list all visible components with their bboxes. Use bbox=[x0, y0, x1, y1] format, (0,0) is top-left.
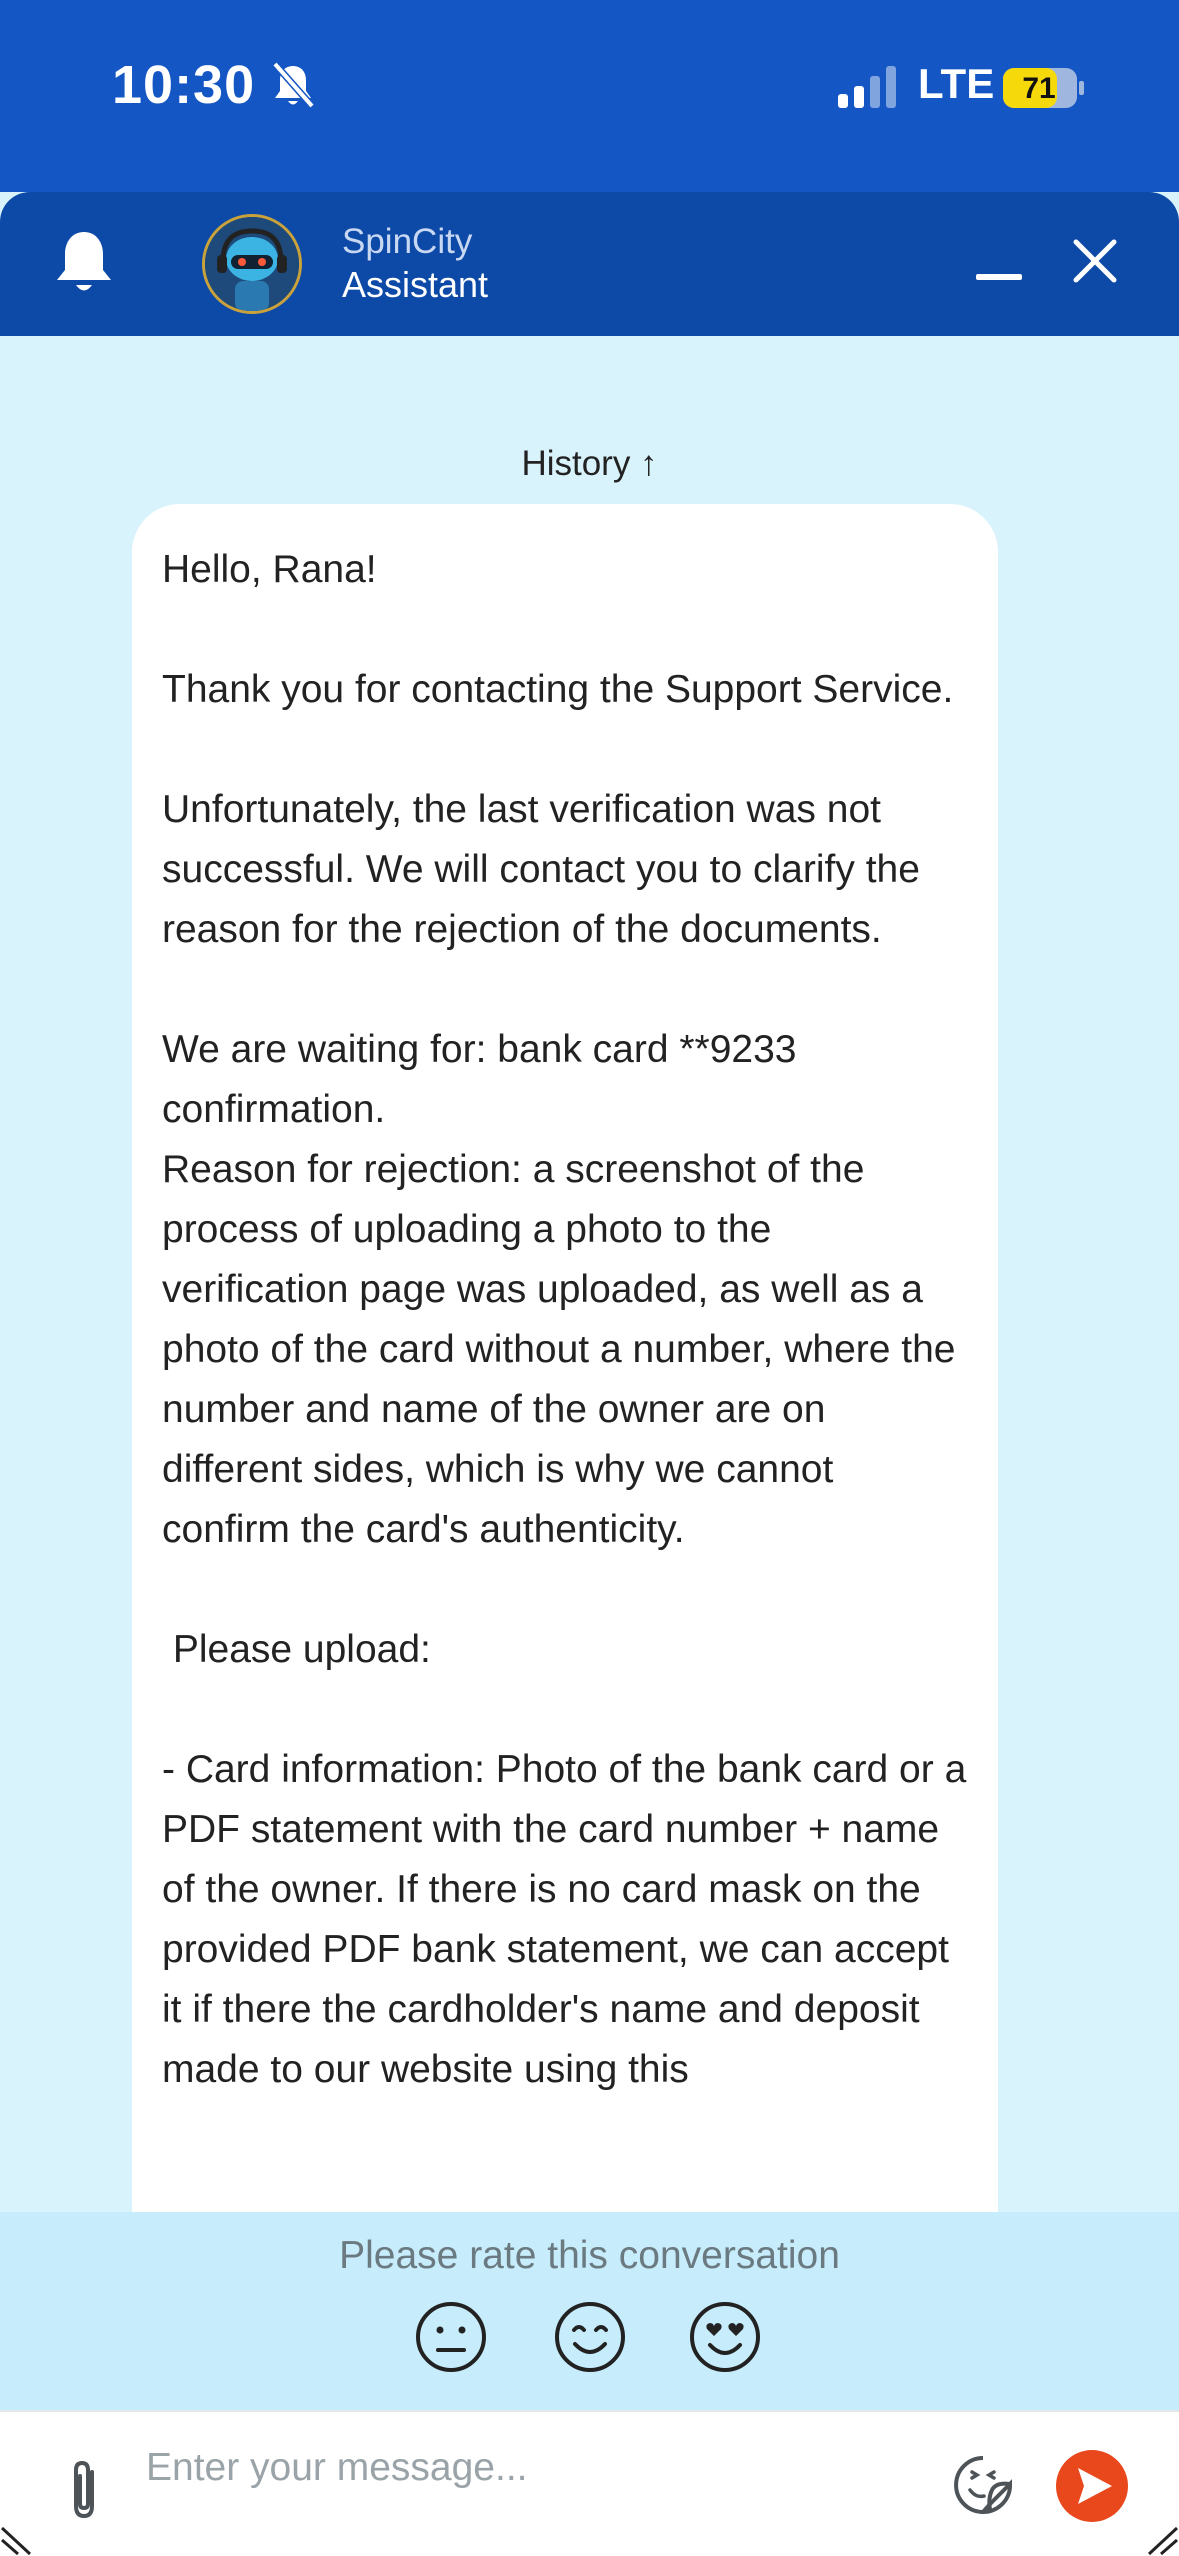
message-paragraph: Hello, Rana! bbox=[162, 548, 377, 591]
close-icon[interactable] bbox=[1072, 238, 1118, 284]
chat-header bbox=[0, 192, 1179, 336]
chat-title: Assistant bbox=[342, 264, 489, 305]
bell-slash-icon bbox=[270, 60, 316, 110]
message-paragraph: - Card information: Photo of the bank card or a PDF statement with the card number + name of the owner. If there is no card mask on the provided PDF bank statement, we can accept it if there the cardholder's name and deposit made to our website using this bbox=[162, 1748, 967, 2091]
signal-icon bbox=[838, 64, 900, 108]
minimize-icon[interactable] bbox=[974, 252, 1024, 282]
message-paragraph: We are waiting for: bank card **9233 confirmation. bbox=[162, 1028, 797, 1131]
message-paragraph: Unfortunately, the last verification was not successful. We will contact you to clarify the reason for the rejection of the documents. bbox=[162, 788, 920, 951]
message-bubble bbox=[132, 504, 998, 2214]
sticker-icon[interactable] bbox=[952, 2454, 1014, 2516]
battery-icon bbox=[1002, 66, 1086, 110]
message-paragraph: Reason for rejection: a screenshot of the process of uploading a photo to the verification page was uploaded, as well as a photo of the card without a number, where the number and name of the owner are on different sides, which is why we cannot confirm the card's authenticity. bbox=[162, 1148, 956, 1551]
send-button[interactable] bbox=[1056, 2450, 1128, 2522]
rating-panel bbox=[0, 2212, 1179, 2410]
bell-icon[interactable] bbox=[52, 228, 116, 298]
message-input[interactable] bbox=[144, 2432, 908, 2504]
battery-level: 71 bbox=[1022, 72, 1056, 105]
message-paragraph: Please upload: bbox=[162, 1628, 431, 1671]
history-link[interactable]: History ↑ bbox=[521, 444, 658, 483]
clock: 10:30 bbox=[112, 55, 256, 115]
assistant-avatar bbox=[202, 214, 302, 314]
status-bar bbox=[0, 0, 1179, 192]
brand-name: SpinCity bbox=[342, 222, 473, 261]
message-paragraph: Thank you for contacting the Support Service. bbox=[162, 668, 954, 711]
robot-icon bbox=[205, 217, 299, 311]
send-arrow-icon bbox=[1056, 2450, 1128, 2522]
paperclip-icon[interactable] bbox=[62, 2458, 106, 2522]
resize-handle-right bbox=[1139, 2520, 1179, 2556]
smiling-face-icon[interactable] bbox=[553, 2300, 627, 2374]
heart-eyes-face-icon[interactable] bbox=[688, 2300, 762, 2374]
resize-handle-left bbox=[0, 2520, 40, 2556]
message-composer bbox=[0, 2410, 1179, 2556]
rating-prompt: Please rate this conversation bbox=[339, 2234, 840, 2277]
neutral-face-icon[interactable] bbox=[414, 2300, 488, 2374]
network-type: LTE bbox=[918, 60, 995, 107]
